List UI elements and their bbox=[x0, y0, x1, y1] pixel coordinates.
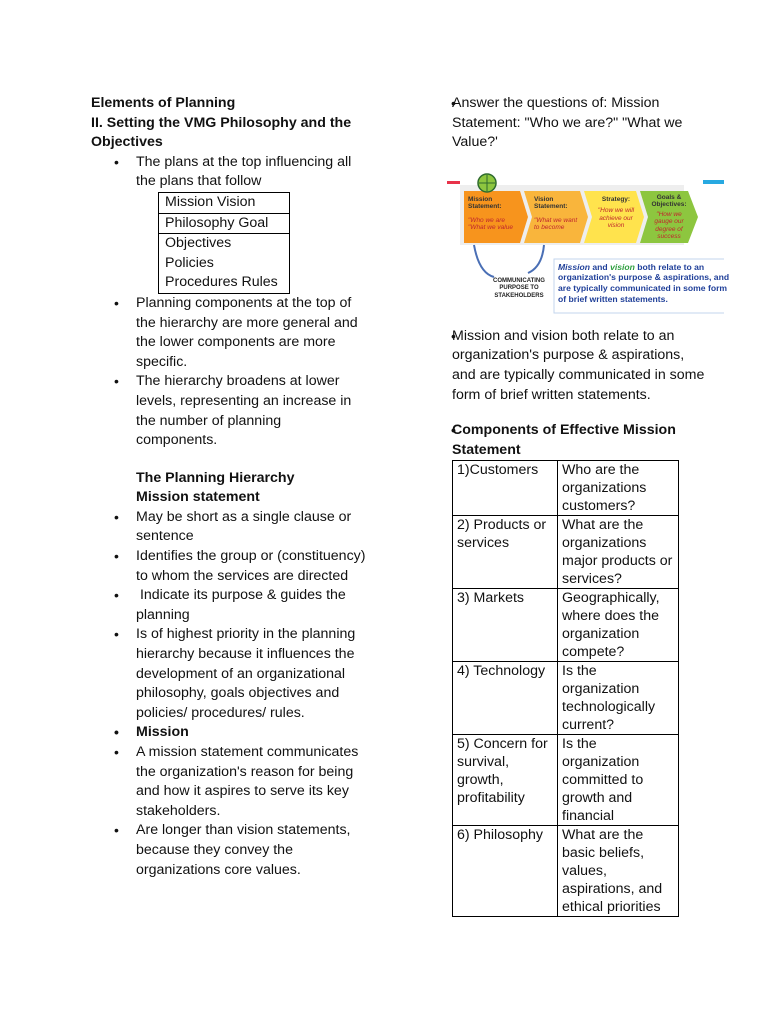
list-item: • A mission statement communicates the organization's reason for being and how it aspires to serve its key stakeholders. bbox=[91, 743, 366, 821]
flow-arrow-left bbox=[474, 245, 494, 277]
communicating-label: COMMUNICATING PURPOSE TO STAKEHOLDERS bbox=[493, 277, 545, 299]
table-row bbox=[453, 589, 679, 662]
component-value: What are the organizations major products or services? bbox=[558, 516, 679, 589]
component-key: 4) Technology bbox=[453, 662, 558, 735]
list-item: • Identifies the group or (constituency) to whom the services are directed bbox=[91, 547, 366, 586]
right-list-2 bbox=[428, 327, 710, 405]
step-strategy bbox=[594, 196, 638, 230]
callout-vision-word: vision bbox=[610, 261, 635, 272]
table-row bbox=[159, 273, 290, 293]
list-item: • The plans at the top influencing all the plans that follow bbox=[91, 153, 366, 192]
right-column bbox=[428, 94, 730, 917]
table-row bbox=[453, 662, 679, 735]
mission-statement-label: Mission statement bbox=[136, 489, 260, 506]
table-cell: Mission Vision bbox=[159, 192, 290, 213]
list-item: • Answer the questions of: Mission Statement: "Who we are?" "What we Value?' bbox=[428, 94, 710, 153]
component-key: 2) Products or services bbox=[453, 516, 558, 589]
list-item: • Indicate its purpose & guides the planning bbox=[91, 586, 366, 625]
table-cell: Procedures Rules bbox=[159, 273, 290, 293]
table-row bbox=[453, 826, 679, 917]
mission-statement-list bbox=[91, 508, 366, 880]
component-value: Is the organization committed to growth and financial bbox=[558, 735, 679, 826]
components-title: • Components of Effective Mission Statement bbox=[428, 421, 710, 460]
step-sub: "What we want to become bbox=[534, 216, 578, 232]
hierarchy-table bbox=[158, 192, 290, 294]
table-cell: Policies bbox=[159, 254, 290, 274]
component-value: What are the basic beliefs, values, aspirations, and ethical priorities bbox=[558, 826, 679, 917]
step-sub: "Who we are "What we value bbox=[468, 216, 513, 232]
list-item: • The hierarchy broadens at lower levels, representing an increase in the number of planning components. bbox=[91, 372, 366, 450]
step-vision bbox=[534, 196, 582, 232]
hierarchy-notes bbox=[91, 294, 366, 451]
red-accent-bar bbox=[447, 181, 460, 184]
section-heading: II. Setting the VMG Philosophy and the Objectives bbox=[91, 114, 352, 151]
doc-title: Elements of Planning bbox=[91, 95, 236, 111]
table-cell: Objectives bbox=[159, 234, 290, 254]
list-item: • Mission and vision both relate to an organization's purpose & aspirations, and are typically communicated in some form of brief written statements. bbox=[428, 327, 710, 405]
callout-box bbox=[558, 262, 730, 304]
hierarchy-subtitle: The Planning Hierarchy bbox=[136, 469, 295, 486]
table-row bbox=[159, 213, 290, 234]
component-key: 5) Concern for survival, growth, profitability bbox=[453, 735, 558, 826]
left-column bbox=[91, 94, 366, 880]
table-cell: Philosophy Goal bbox=[159, 213, 290, 234]
list-item: • Planning components at the top of the hierarchy are more general and the lower components are more specific. bbox=[91, 294, 366, 372]
intro-list bbox=[91, 153, 366, 192]
step-title: Strategy: bbox=[601, 195, 631, 203]
step-sub: "How we gauge our degree of success bbox=[654, 210, 684, 241]
cyan-accent-bar bbox=[703, 180, 724, 184]
right-list-3 bbox=[428, 421, 710, 460]
table-row bbox=[159, 254, 290, 274]
component-value: Who are the organizations customers? bbox=[558, 461, 679, 516]
list-item: • May be short as a single clause or sentence bbox=[91, 508, 366, 547]
step-title: Vision Statement: bbox=[534, 195, 568, 211]
table-row bbox=[453, 516, 679, 589]
callout-mission-word: Mission bbox=[558, 261, 590, 272]
component-key: 6) Philosophy bbox=[453, 826, 558, 917]
callout-text: both relate to an organization's purpose & aspirations, and are typically communicated in some form of brief written statements. bbox=[558, 261, 730, 304]
step-title: Goals & Objectives: bbox=[651, 193, 687, 209]
table-row bbox=[159, 234, 290, 254]
list-item: • Are longer than vision statements, because they convey the organizations core values. bbox=[91, 821, 366, 880]
callout-and: and bbox=[590, 261, 611, 272]
list-item: • Is of highest priority in the planning hierarchy because it influences the development of an organizational philosophy, goals objectives and policies/ procedures/ rules. bbox=[91, 625, 366, 723]
table-row bbox=[453, 735, 679, 826]
step-sub: "How we will achieve our vision bbox=[597, 207, 635, 230]
flow-arrow-right bbox=[528, 245, 544, 273]
component-key: 3) Markets bbox=[453, 589, 558, 662]
table-row bbox=[453, 461, 679, 516]
right-list-1 bbox=[428, 94, 710, 153]
list-item: • Mission bbox=[91, 723, 366, 743]
component-value: Geographically, where does the organization compete? bbox=[558, 589, 679, 662]
step-goals bbox=[648, 194, 690, 241]
mission-vision-diagram bbox=[424, 165, 730, 315]
step-mission bbox=[468, 196, 520, 232]
component-value: Is the organization technologically current? bbox=[558, 662, 679, 735]
components-table bbox=[452, 460, 679, 917]
step-title: Mission Statement: bbox=[468, 195, 502, 211]
table-row bbox=[159, 192, 290, 213]
component-key: 1)Customers bbox=[453, 461, 558, 516]
